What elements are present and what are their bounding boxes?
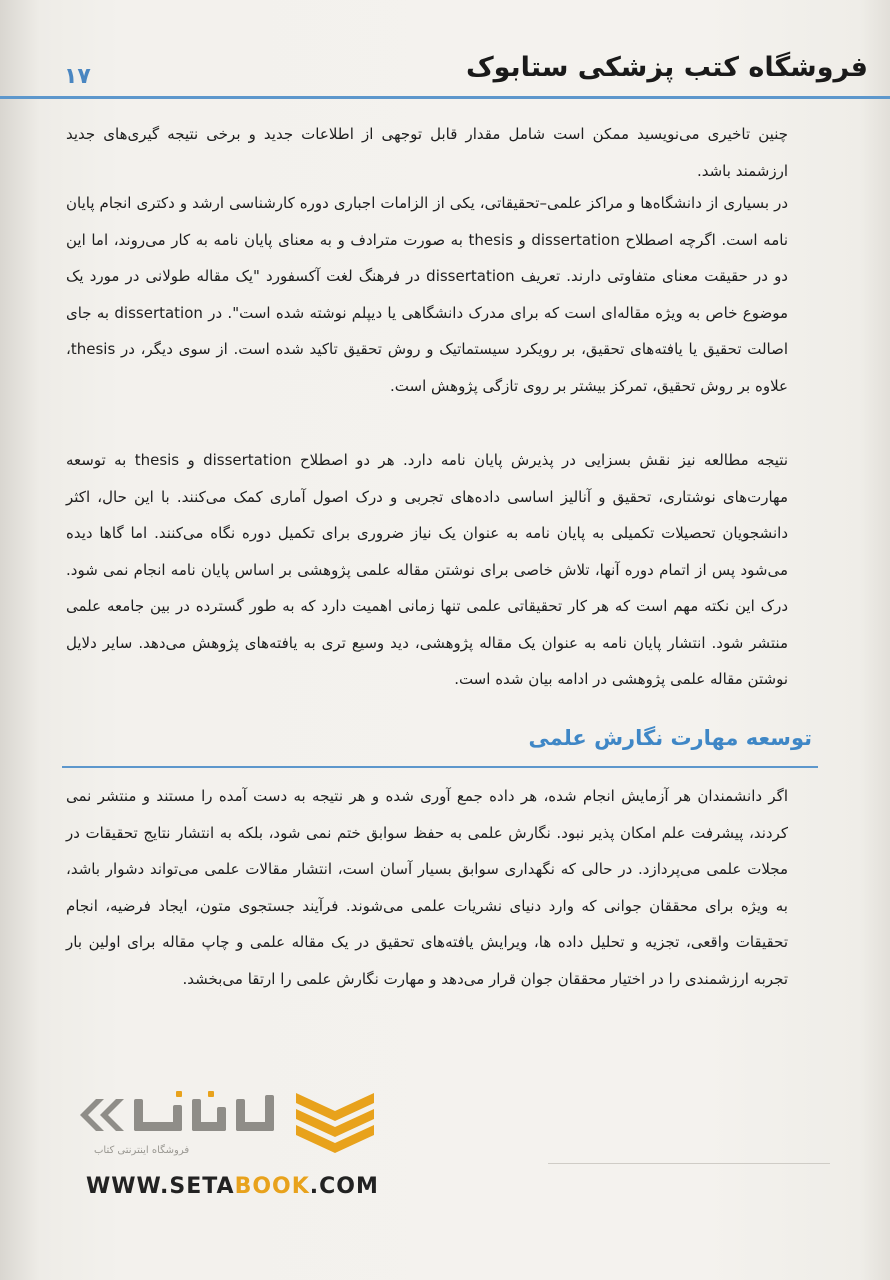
setabook-logo bbox=[72, 1085, 382, 1160]
footnote-rule bbox=[548, 1163, 830, 1164]
book-chevron-icon bbox=[294, 1087, 376, 1157]
section-heading: توسعه مهارت نگارش علمی bbox=[528, 726, 812, 750]
paragraph-2: در بسیاری از دانشگاه‌ها و مراکز علمی–تحقیقاتی، یکی از الزامات اجباری دوره کارشناسی ارشد و دکتری انجام پایان نامه است. اگرچه اصطلاح dissertation و thesis به صورت مترادف و به معنای پایان نامه به کار می‌روند، اما این دو در حقیقت معنای متفاوتی دارند. تعریف dissertation در فرهنگ لغت آکسفورد "یک مقاله طولانی در مورد یک موضوع خاص به ویژه مقاله‌ای است که برای مدرک دانشگاهی یا دیپلم نوشته شده است". در dissertation به جای اصالت تحقیق یا یافته‌های تحقیق، بر رویکرد سیستماتیک و روش تحقیق تاکید شده است. از سوی دیگر، در thesis، علاوه بر روش تحقیق، تمرکز بیشتر بر روی تازگی پژوهش است. bbox=[66, 194, 788, 395]
page-number: ۱۷ bbox=[64, 64, 91, 89]
logo-subtext: فروشگاه اینترنتی کتاب bbox=[94, 1145, 190, 1156]
paragraph-1: چنین تاخیری می‌نویسید ممکن است شامل مقدار قابل توجهی از اطلاعات جدید و برخی نتیجه گیری‌های جدید ارزشمند باشد. bbox=[66, 125, 788, 180]
header-title: فروشگاه کتب پزشکی ستابوک bbox=[465, 52, 868, 83]
website-prefix: WWW.SETA bbox=[86, 1174, 235, 1199]
website-suffix: .COM bbox=[309, 1174, 379, 1199]
setabook-wordmark-icon bbox=[72, 1085, 282, 1145]
paragraph-4: اگر دانشمندان هر آزمایش انجام شده، هر داده جمع آوری شده و هر نتیجه به دست آمده را مستند و منتشر نمی کردند، پیشرفت علم امکان پذیر نبود. نگارش علمی به حفظ سوابق ختم نمی شود، بلکه به انتشار نتایج تحقیقات در مجلات علمی می‌پردازد. در حالی که نگهداری سوابق بسیار آسان است، انتشار مقالات علمی می‌تواند دشوار باشد، به ویژه برای محققان جوانی که وارد دنیای نشریات علمی می‌شوند. فرآیند جستجوی متون، ایجاد فرضیه، انجام تحقیقات واقعی، تجزیه و تحلیل داده ها، ویرایش یافته‌های تحقیق در یک مقاله علمی و چاپ مقاله برای اولین بار تجربه ارزشمندی را در اختیار محققان جوان قرار می‌دهد و مهارت نگارش علمی را ارتقا می‌بخشد. bbox=[66, 787, 788, 988]
website-url bbox=[86, 1174, 379, 1199]
header-rule bbox=[0, 96, 890, 99]
section-rule bbox=[62, 766, 818, 768]
website-accent: BOOK bbox=[234, 1174, 310, 1199]
paragraph-3: نتیجه مطالعه نیز نقش بسزایی در پذیرش پایان نامه دارد. هر دو اصطلاح dissertation و thesis به توسعه مهارت‌های نوشتاری، تحقیق و آنالیز اساسی داده‌های تجربی و درک اصول آماری کمک می‌کنند. با این حال، اکثر دانشجویان تحصیلات تکمیلی به پایان نامه به عنوان یک نیاز ضروری برای تکمیل دوره نگاه می‌کنند. اما گاها دیده می‌شود پس از اتمام دوره آنها، تلاش خاصی برای نوشتن مقاله علمی پژوهشی بر اساس پایان نامه انجام نمی شود. درک این نکته مهم است که هر کار تحقیقاتی علمی تنها زمانی اهمیت دارد که به طور گسترده در بین جامعه علمی منتشر شود. انتشار پایان نامه به عنوان یک مقاله پژوهشی، دید وسیع تری به یافته‌های پژوهش می‌دهد. سایر دلایل نوشتن مقاله علمی پژوهشی در ادامه بیان شده است. bbox=[66, 451, 788, 688]
